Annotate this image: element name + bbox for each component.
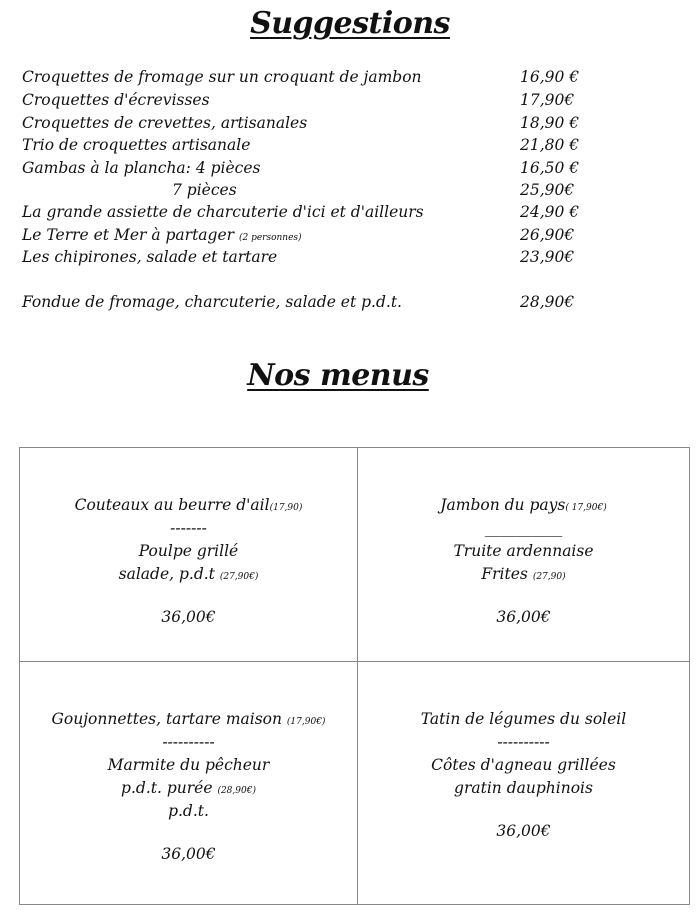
suggestion-item: [22, 224, 622, 246]
suggestion-name: [22, 201, 424, 223]
menu-side: salade, p.d.t: [118, 565, 215, 583]
suggestion-name-text: Croquettes de fromage sur un croquant de jambon: [22, 68, 422, 86]
menu-main-price: (27,90): [532, 572, 566, 582]
menu-separator: ----------: [497, 733, 550, 751]
suggestion-note: (2 personnes): [238, 233, 302, 243]
menu-side: p.d.t. purée: [121, 779, 213, 797]
suggestion-item: [22, 179, 622, 201]
menu-cell: [358, 448, 689, 662]
menu-price: 36,00€: [496, 822, 551, 840]
suggestion-name: [172, 179, 237, 201]
menu-main-price: (27,90€): [219, 572, 259, 582]
suggestion-price: 23,90€: [520, 248, 575, 266]
suggestion-name: [22, 66, 422, 88]
menu-main: Marmite du pêcheur: [107, 756, 270, 774]
suggestions-title: Suggestions: [250, 6, 450, 41]
suggestion-item: [22, 201, 622, 223]
menu-main: Côtes d'agneau grillées: [431, 756, 616, 774]
suggestion-name: [22, 246, 277, 268]
suggestion-price: 16,50 €: [520, 159, 580, 177]
menu-separator: ----------: [162, 733, 215, 751]
suggestion-price: 24,90 €: [520, 203, 580, 221]
menu-starter: Tatin de légumes du soleil: [420, 710, 627, 728]
suggestion-name-text: Les chipirones, salade et tartare: [22, 248, 278, 266]
menu-starter: Couteaux au beurre d'ail: [74, 496, 270, 514]
menu-side: Frites: [481, 565, 528, 583]
suggestion-item: [22, 134, 622, 156]
suggestion-name: [22, 89, 210, 111]
suggestion-item: [22, 157, 622, 179]
suggestion-name: [22, 112, 307, 134]
suggestion-name-text: Gambas à la plancha: 4 pièces: [22, 159, 261, 177]
menu-separator: __________: [484, 519, 563, 537]
suggestion-name: [22, 157, 260, 179]
menus-table: [19, 447, 690, 905]
suggestion-name: [22, 291, 402, 313]
suggestion-item: [22, 89, 622, 111]
suggestion-name-text: Trio de croquettes artisanale: [22, 136, 251, 154]
suggestion-name-text: Croquettes d'écrevisses: [22, 91, 210, 109]
menu-main-price: (28,90€): [217, 786, 256, 796]
menu-starter-price: ( 17,90€): [565, 503, 607, 513]
suggestion-name-text: La grande assiette de charcuterie d'ici et d'ailleurs: [22, 203, 424, 221]
suggestion-name-text: Le Terre et Mer à partager: [22, 226, 235, 244]
menu-cell: [20, 662, 358, 904]
suggestion-name-text: Croquettes de crevettes, artisanales: [22, 114, 308, 132]
menu-starter: Goujonnettes, tartare maison: [51, 710, 282, 728]
suggestion-item: [22, 66, 622, 88]
menu-starter: Jambon du pays: [440, 496, 566, 514]
menus-title: Nos menus: [247, 358, 429, 393]
suggestion-item: [22, 246, 622, 268]
menu-price: 36,00€: [496, 608, 551, 626]
menu-price: 36,00€: [161, 608, 216, 626]
suggestion-price: 28,90€: [520, 293, 575, 311]
menu-starter-price: (17,90€): [286, 717, 326, 727]
menu-main: Truite ardennaise: [453, 542, 594, 560]
suggestion-name-text: Fondue de fromage, charcuterie, salade et p.d.t.: [22, 293, 402, 311]
menu-starter-price: (17,90): [269, 503, 303, 513]
suggestion-name: [22, 134, 250, 156]
suggestion-price: 21,80 €: [520, 136, 580, 154]
menu-price: 36,00€: [161, 845, 216, 863]
menu-cell: [20, 448, 358, 662]
suggestion-price: 26,90€: [520, 226, 575, 244]
suggestion-price: 18,90 €: [520, 114, 580, 132]
menu-side: gratin dauphinois: [454, 779, 593, 797]
suggestion-price: 16,90 €: [520, 68, 580, 86]
suggestion-item: [22, 112, 622, 134]
menu-side-extra: p.d.t.: [168, 802, 209, 820]
suggestion-name-text: 7 pièces: [172, 181, 237, 199]
suggestion-price: 17,90€: [520, 91, 575, 109]
suggestion-price: 25,90€: [520, 181, 575, 199]
menu-cell: [358, 662, 689, 904]
menu-separator: -------: [170, 519, 207, 537]
menu-main: Poulpe grillé: [138, 542, 239, 560]
suggestion-item: [22, 291, 622, 313]
